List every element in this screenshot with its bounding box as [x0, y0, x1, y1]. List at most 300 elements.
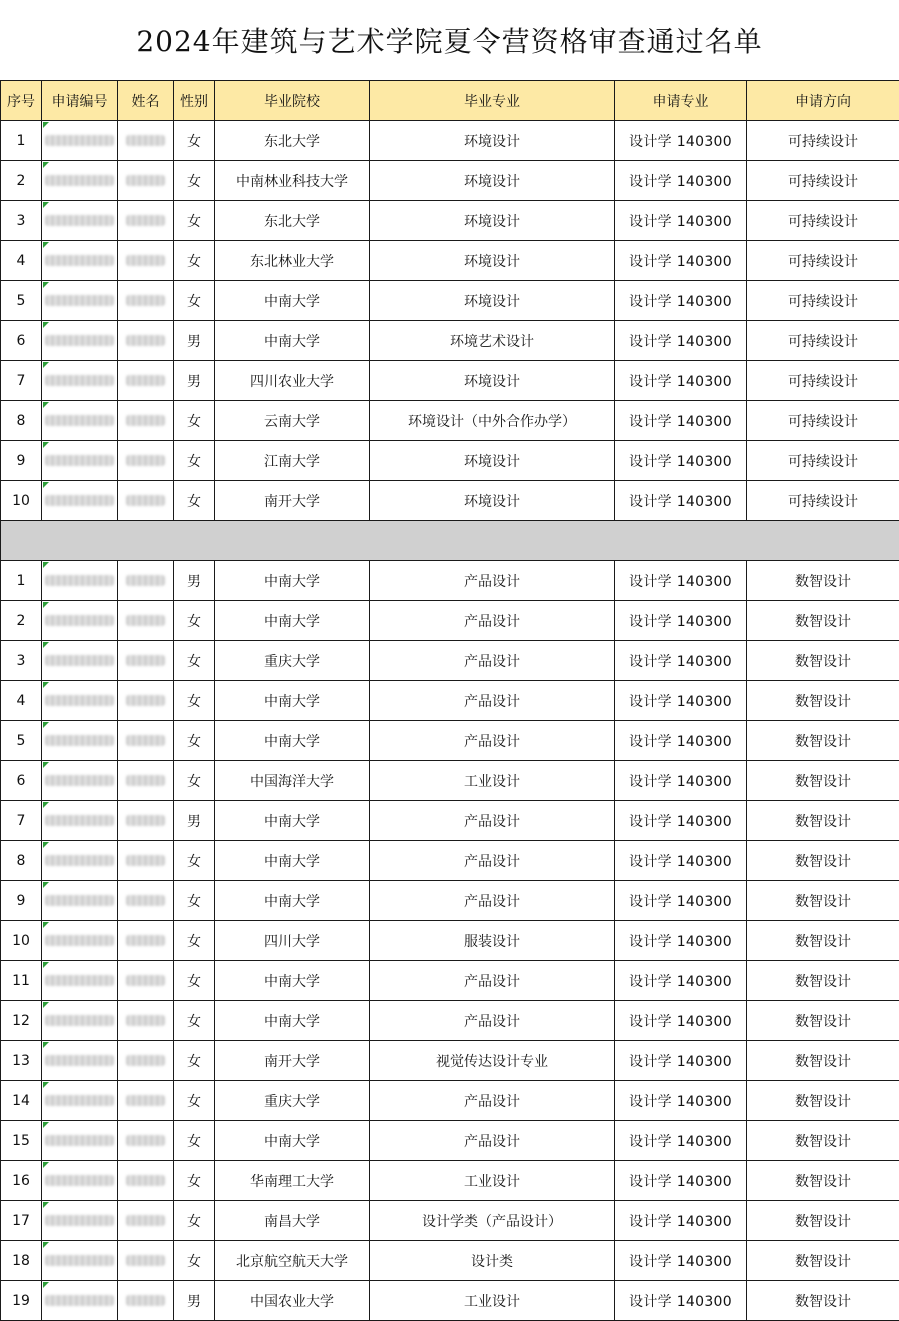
cell-application-id: [42, 1041, 118, 1081]
cell-application-id: [42, 481, 118, 521]
cell-name: [118, 1201, 174, 1241]
cell-application-id: [42, 1161, 118, 1201]
cell-application-id: [42, 1281, 118, 1321]
header-major: 毕业专业: [370, 81, 615, 121]
cell-name: [118, 161, 174, 201]
cell-direction: 数智设计: [747, 1201, 899, 1241]
cell-no: 15: [1, 1121, 42, 1161]
table-row: [1, 601, 899, 641]
table-row: [1, 1201, 899, 1241]
cell-name: [118, 481, 174, 521]
table-row: [1, 1241, 899, 1281]
cell-gender: 女: [174, 1241, 215, 1281]
cell-no: 6: [1, 761, 42, 801]
table-row: [1, 241, 899, 281]
table-row: [1, 1081, 899, 1121]
cell-name: [118, 1241, 174, 1281]
cell-gender: 女: [174, 1081, 215, 1121]
comment-marker-icon: [43, 442, 49, 448]
table-row: [1, 801, 899, 841]
comment-marker-icon: [43, 1202, 49, 1208]
header-row: [1, 81, 899, 121]
cell-gender: 男: [174, 361, 215, 401]
cell-school: 四川大学: [215, 921, 370, 961]
cell-gender: 男: [174, 321, 215, 361]
cell-school: 中南大学: [215, 1121, 370, 1161]
group-sustainable-design: [1, 121, 899, 521]
header-direction: 申请方向: [747, 81, 899, 121]
cell-no: 8: [1, 841, 42, 881]
redacted-text: [126, 415, 165, 426]
cell-application-id: [42, 761, 118, 801]
comment-marker-icon: [43, 682, 49, 688]
cell-application-id: [42, 1121, 118, 1161]
cell-application-id: [42, 161, 118, 201]
cell-school: 中南大学: [215, 801, 370, 841]
cell-gender: 女: [174, 921, 215, 961]
cell-name: [118, 1281, 174, 1321]
cell-gender: 女: [174, 841, 215, 881]
table-row: [1, 361, 899, 401]
cell-school: 中南大学: [215, 681, 370, 721]
cell-no: 10: [1, 481, 42, 521]
comment-marker-icon: [43, 722, 49, 728]
cell-direction: 可持续设计: [747, 161, 899, 201]
comment-marker-icon: [43, 1162, 49, 1168]
cell-apply-major: 设计学 140300: [615, 1041, 747, 1081]
separator-cell: [1, 521, 899, 561]
cell-direction: 数智设计: [747, 1041, 899, 1081]
cell-application-id: [42, 1001, 118, 1041]
cell-apply-major: 设计学 140300: [615, 1281, 747, 1321]
cell-name: [118, 281, 174, 321]
comment-marker-icon: [43, 802, 49, 808]
cell-direction: 数智设计: [747, 841, 899, 881]
redacted-text: [126, 175, 165, 186]
cell-gender: 男: [174, 561, 215, 601]
redacted-text: [126, 295, 165, 306]
cell-application-id: [42, 961, 118, 1001]
cell-apply-major: 设计学 140300: [615, 561, 747, 601]
cell-no: 7: [1, 801, 42, 841]
table-row: [1, 681, 899, 721]
cell-application-id: [42, 881, 118, 921]
redacted-text: [126, 1215, 165, 1226]
redacted-text: [126, 1135, 165, 1146]
redacted-text: [45, 695, 114, 706]
cell-direction: 可持续设计: [747, 441, 899, 481]
redacted-text: [45, 1055, 114, 1066]
cell-direction: 数智设计: [747, 681, 899, 721]
cell-direction: 数智设计: [747, 721, 899, 761]
cell-gender: 女: [174, 121, 215, 161]
comment-marker-icon: [43, 762, 49, 768]
admission-table: [0, 80, 899, 1321]
cell-school: 中南林业科技大学: [215, 161, 370, 201]
redacted-text: [126, 655, 165, 666]
cell-direction: 数智设计: [747, 961, 899, 1001]
cell-gender: 女: [174, 681, 215, 721]
redacted-text: [126, 775, 165, 786]
cell-apply-major: 设计学 140300: [615, 681, 747, 721]
cell-gender: 女: [174, 401, 215, 441]
cell-apply-major: 设计学 140300: [615, 281, 747, 321]
table-row: [1, 481, 899, 521]
redacted-text: [126, 895, 165, 906]
cell-application-id: [42, 361, 118, 401]
comment-marker-icon: [43, 922, 49, 928]
cell-school: 南昌大学: [215, 1201, 370, 1241]
redacted-text: [126, 1015, 165, 1026]
cell-major: 产品设计: [370, 641, 615, 681]
cell-school: 中南大学: [215, 321, 370, 361]
cell-name: [118, 201, 174, 241]
cell-gender: 女: [174, 761, 215, 801]
cell-gender: 女: [174, 1161, 215, 1201]
cell-major: 产品设计: [370, 881, 615, 921]
cell-apply-major: 设计学 140300: [615, 641, 747, 681]
cell-major: 环境艺术设计: [370, 321, 615, 361]
redacted-text: [45, 1135, 114, 1146]
header-name: 姓名: [118, 81, 174, 121]
comment-marker-icon: [43, 562, 49, 568]
cell-major: 产品设计: [370, 601, 615, 641]
header-gender: 性别: [174, 81, 215, 121]
cell-major: 环境设计: [370, 281, 615, 321]
cell-gender: 女: [174, 601, 215, 641]
cell-apply-major: 设计学 140300: [615, 601, 747, 641]
redacted-text: [45, 1175, 114, 1186]
cell-apply-major: 设计学 140300: [615, 1001, 747, 1041]
cell-name: [118, 841, 174, 881]
cell-major: 设计学类（产品设计）: [370, 1201, 615, 1241]
cell-name: [118, 241, 174, 281]
cell-direction: 数智设计: [747, 641, 899, 681]
comment-marker-icon: [43, 482, 49, 488]
redacted-text: [126, 135, 165, 146]
cell-application-id: [42, 921, 118, 961]
cell-name: [118, 441, 174, 481]
cell-no: 19: [1, 1281, 42, 1321]
cell-apply-major: 设计学 140300: [615, 1241, 747, 1281]
redacted-text: [126, 935, 165, 946]
redacted-text: [126, 695, 165, 706]
cell-direction: 可持续设计: [747, 321, 899, 361]
cell-major: 环境设计: [370, 441, 615, 481]
cell-apply-major: 设计学 140300: [615, 721, 747, 761]
cell-direction: 数智设计: [747, 881, 899, 921]
cell-major: 环境设计: [370, 201, 615, 241]
table-row: [1, 641, 899, 681]
cell-no: 5: [1, 281, 42, 321]
cell-major: 环境设计: [370, 361, 615, 401]
redacted-text: [45, 655, 114, 666]
redacted-text: [45, 375, 114, 386]
cell-name: [118, 1121, 174, 1161]
cell-direction: 数智设计: [747, 1081, 899, 1121]
cell-school: 重庆大学: [215, 1081, 370, 1121]
redacted-text: [126, 575, 165, 586]
redacted-text: [126, 975, 165, 986]
cell-gender: 女: [174, 281, 215, 321]
redacted-text: [45, 295, 114, 306]
cell-apply-major: 设计学 140300: [615, 1121, 747, 1161]
redacted-text: [126, 375, 165, 386]
cell-application-id: [42, 841, 118, 881]
cell-major: 设计类: [370, 1241, 615, 1281]
redacted-text: [126, 1255, 165, 1266]
cell-major: 产品设计: [370, 681, 615, 721]
redacted-text: [126, 1175, 165, 1186]
table-row: [1, 161, 899, 201]
cell-school: 东北大学: [215, 121, 370, 161]
cell-major: 产品设计: [370, 841, 615, 881]
cell-no: 12: [1, 1001, 42, 1041]
cell-apply-major: 设计学 140300: [615, 841, 747, 881]
table-row: [1, 841, 899, 881]
cell-gender: 女: [174, 1041, 215, 1081]
cell-apply-major: 设计学 140300: [615, 481, 747, 521]
comment-marker-icon: [43, 1122, 49, 1128]
redacted-text: [45, 1295, 114, 1306]
comment-marker-icon: [43, 962, 49, 968]
cell-school: 重庆大学: [215, 641, 370, 681]
cell-school: 中南大学: [215, 561, 370, 601]
table-row: [1, 441, 899, 481]
cell-application-id: [42, 801, 118, 841]
cell-direction: 数智设计: [747, 761, 899, 801]
cell-no: 4: [1, 241, 42, 281]
cell-application-id: [42, 121, 118, 161]
table-row: [1, 1281, 899, 1321]
cell-direction: 可持续设计: [747, 361, 899, 401]
cell-application-id: [42, 401, 118, 441]
redacted-text: [126, 335, 165, 346]
cell-direction: 可持续设计: [747, 241, 899, 281]
table-row: [1, 1161, 899, 1201]
cell-no: 11: [1, 961, 42, 1001]
redacted-text: [45, 735, 114, 746]
redacted-text: [45, 415, 114, 426]
cell-no: 16: [1, 1161, 42, 1201]
cell-major: 工业设计: [370, 761, 615, 801]
redacted-text: [45, 815, 114, 826]
cell-direction: 可持续设计: [747, 481, 899, 521]
cell-gender: 女: [174, 1121, 215, 1161]
cell-name: [118, 881, 174, 921]
cell-application-id: [42, 241, 118, 281]
cell-gender: 男: [174, 801, 215, 841]
cell-major: 环境设计: [370, 241, 615, 281]
cell-gender: 女: [174, 721, 215, 761]
cell-no: 2: [1, 601, 42, 641]
comment-marker-icon: [43, 882, 49, 888]
cell-no: 5: [1, 721, 42, 761]
cell-major: 工业设计: [370, 1161, 615, 1201]
redacted-text: [45, 335, 114, 346]
cell-school: 华南理工大学: [215, 1161, 370, 1201]
table-row: [1, 761, 899, 801]
cell-no: 2: [1, 161, 42, 201]
cell-no: 18: [1, 1241, 42, 1281]
cell-no: 13: [1, 1041, 42, 1081]
cell-apply-major: 设计学 140300: [615, 801, 747, 841]
cell-major: 产品设计: [370, 1081, 615, 1121]
redacted-text: [45, 575, 114, 586]
redacted-text: [45, 135, 114, 146]
cell-application-id: [42, 1241, 118, 1281]
comment-marker-icon: [43, 602, 49, 608]
cell-apply-major: 设计学 140300: [615, 441, 747, 481]
cell-direction: 数智设计: [747, 601, 899, 641]
redacted-text: [45, 615, 114, 626]
header-school: 毕业院校: [215, 81, 370, 121]
cell-school: 南开大学: [215, 481, 370, 521]
cell-school: 江南大学: [215, 441, 370, 481]
header-application-id: 申请编号: [42, 81, 118, 121]
table-row: [1, 1121, 899, 1161]
redacted-text: [45, 855, 114, 866]
cell-direction: 数智设计: [747, 1241, 899, 1281]
cell-application-id: [42, 281, 118, 321]
cell-direction: 数智设计: [747, 1001, 899, 1041]
page-title: 2024年建筑与艺术学院夏令营资格审查通过名单: [136, 25, 763, 58]
cell-name: [118, 401, 174, 441]
cell-application-id: [42, 601, 118, 641]
redacted-text: [126, 255, 165, 266]
cell-gender: 女: [174, 1001, 215, 1041]
cell-apply-major: 设计学 140300: [615, 161, 747, 201]
redacted-text: [126, 1055, 165, 1066]
cell-major: 环境设计: [370, 121, 615, 161]
cell-no: 9: [1, 881, 42, 921]
comment-marker-icon: [43, 642, 49, 648]
cell-no: 14: [1, 1081, 42, 1121]
cell-direction: 数智设计: [747, 1161, 899, 1201]
cell-name: [118, 721, 174, 761]
comment-marker-icon: [43, 122, 49, 128]
cell-apply-major: 设计学 140300: [615, 881, 747, 921]
cell-gender: 女: [174, 161, 215, 201]
cell-school: 四川农业大学: [215, 361, 370, 401]
cell-direction: 可持续设计: [747, 281, 899, 321]
cell-name: [118, 601, 174, 641]
cell-school: 中南大学: [215, 881, 370, 921]
comment-marker-icon: [43, 402, 49, 408]
comment-marker-icon: [43, 1082, 49, 1088]
cell-name: [118, 361, 174, 401]
comment-marker-icon: [43, 322, 49, 328]
comment-marker-icon: [43, 1242, 49, 1248]
comment-marker-icon: [43, 1002, 49, 1008]
cell-apply-major: 设计学 140300: [615, 241, 747, 281]
cell-apply-major: 设计学 140300: [615, 761, 747, 801]
cell-apply-major: 设计学 140300: [615, 121, 747, 161]
cell-name: [118, 1161, 174, 1201]
redacted-text: [45, 495, 114, 506]
cell-no: 6: [1, 321, 42, 361]
redacted-text: [45, 455, 114, 466]
table-row: [1, 201, 899, 241]
cell-apply-major: 设计学 140300: [615, 1201, 747, 1241]
header-apply-major: 申请专业: [615, 81, 747, 121]
cell-major: 服装设计: [370, 921, 615, 961]
comment-marker-icon: [43, 242, 49, 248]
comment-marker-icon: [43, 1282, 49, 1288]
cell-school: 中国农业大学: [215, 1281, 370, 1321]
redacted-text: [126, 495, 165, 506]
cell-direction: 可持续设计: [747, 121, 899, 161]
cell-school: 中南大学: [215, 281, 370, 321]
cell-name: [118, 961, 174, 1001]
cell-gender: 女: [174, 1201, 215, 1241]
cell-application-id: [42, 1081, 118, 1121]
cell-major: 产品设计: [370, 961, 615, 1001]
cell-apply-major: 设计学 140300: [615, 1081, 747, 1121]
cell-no: 9: [1, 441, 42, 481]
cell-major: 产品设计: [370, 561, 615, 601]
cell-school: 中南大学: [215, 961, 370, 1001]
cell-name: [118, 921, 174, 961]
cell-gender: 男: [174, 1281, 215, 1321]
cell-school: 中南大学: [215, 841, 370, 881]
redacted-text: [126, 615, 165, 626]
cell-application-id: [42, 441, 118, 481]
cell-direction: 数智设计: [747, 801, 899, 841]
cell-name: [118, 561, 174, 601]
redacted-text: [45, 1095, 114, 1106]
table-row: [1, 1041, 899, 1081]
cell-direction: 可持续设计: [747, 201, 899, 241]
table-row: [1, 281, 899, 321]
cell-no: 3: [1, 641, 42, 681]
cell-school: 南开大学: [215, 1041, 370, 1081]
redacted-text: [126, 1095, 165, 1106]
cell-apply-major: 设计学 140300: [615, 1161, 747, 1201]
cell-school: 东北林业大学: [215, 241, 370, 281]
redacted-text: [45, 175, 114, 186]
redacted-text: [126, 215, 165, 226]
cell-no: 10: [1, 921, 42, 961]
cell-application-id: [42, 681, 118, 721]
redacted-text: [45, 975, 114, 986]
cell-no: 7: [1, 361, 42, 401]
cell-gender: 女: [174, 241, 215, 281]
redacted-text: [126, 815, 165, 826]
cell-apply-major: 设计学 140300: [615, 321, 747, 361]
cell-direction: 数智设计: [747, 1281, 899, 1321]
cell-gender: 女: [174, 481, 215, 521]
cell-no: 1: [1, 561, 42, 601]
comment-marker-icon: [43, 202, 49, 208]
table-row: [1, 561, 899, 601]
cell-direction: 数智设计: [747, 921, 899, 961]
cell-apply-major: 设计学 140300: [615, 961, 747, 1001]
cell-gender: 女: [174, 881, 215, 921]
separator-row: [1, 521, 899, 561]
cell-school: 中南大学: [215, 1001, 370, 1041]
cell-direction: 数智设计: [747, 1121, 899, 1161]
cell-direction: 数智设计: [747, 561, 899, 601]
redacted-text: [45, 1015, 114, 1026]
cell-direction: 可持续设计: [747, 401, 899, 441]
redacted-text: [45, 255, 114, 266]
cell-gender: 女: [174, 641, 215, 681]
redacted-text: [126, 455, 165, 466]
cell-name: [118, 641, 174, 681]
redacted-text: [45, 895, 114, 906]
group-digital-design: [1, 561, 899, 1321]
